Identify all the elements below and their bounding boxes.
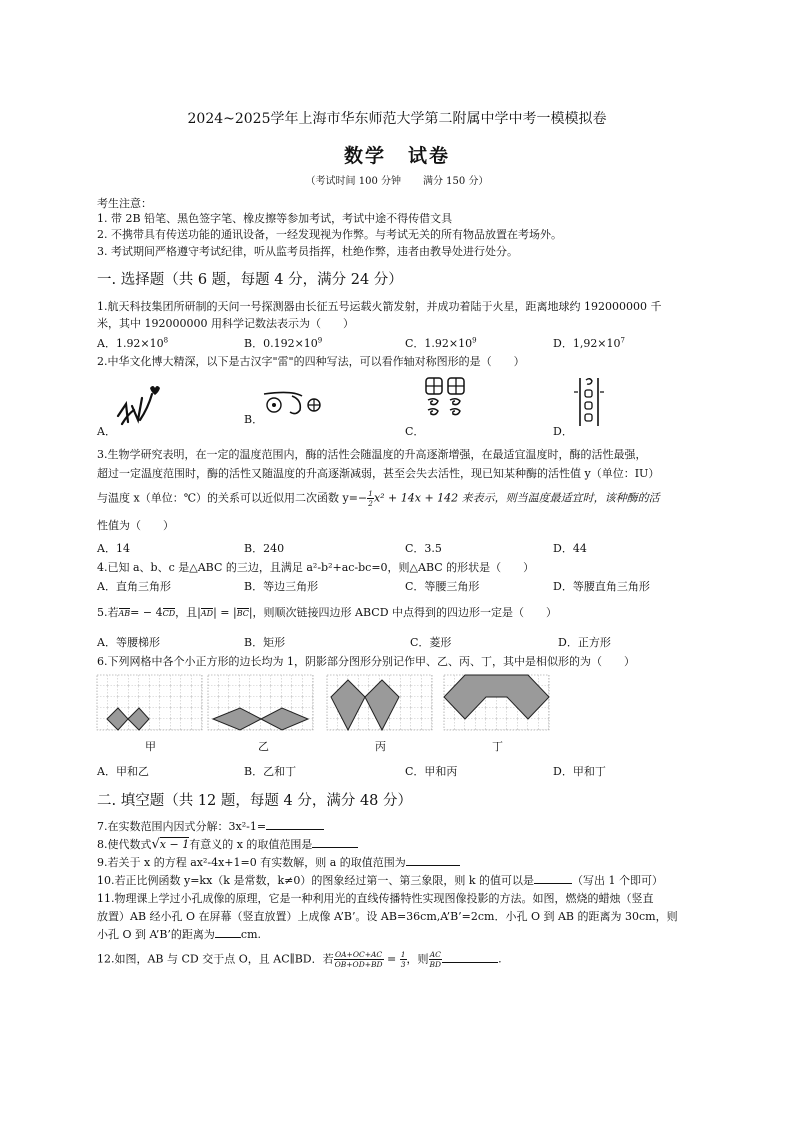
q1-option-d: D．$1,92\times 10^7$ [553, 336, 625, 350]
notice-item-1: 1. 带 2B 铅笔、黑色签字笔、橡皮擦等参加考试，考试中途不得传借文具 [97, 212, 453, 225]
ancient-glyph-a-icon [112, 380, 162, 432]
q6-text: 6.下列网格中各个小正方形的边长均为 1，阴影部分图形分别记作甲、乙、丙、丁，其中是相似形的为（ ） [97, 655, 635, 668]
paper-name: 试卷 [408, 145, 451, 167]
q12-answer-blank[interactable] [442, 952, 498, 963]
q5-option-a: A．等腰梯形 [97, 636, 160, 649]
q10-text: 10.若正比例函数 y=kx（k 是常数，k≠0）的图象经过第一、第三象限，则 k 的值可以是 （写出 1 个即可） [97, 874, 663, 887]
subject-title [0, 141, 794, 168]
q2-text: 2.中华文化博大精深，以下是古汉字"雷"的四种写法，可以看作轴对称图形的是（ ） [97, 355, 525, 368]
exam-duration: （考试时间 100 分钟 [305, 176, 401, 187]
notice-heading: 考生注意： [97, 197, 152, 210]
q3-option-b: B．240 [244, 542, 285, 555]
q1-option-b: B．$0.192\times 10^9$ [244, 336, 323, 350]
figure-label-yi: 乙 [258, 740, 269, 753]
q11-answer-blank[interactable] [215, 927, 241, 938]
q5-text: 5.若AB= − 4CD，且|AD| = |BC|，则顺次链接四边形 ABCD 中点得到的四边形一定是（ ） [97, 606, 558, 619]
figure-label-jia: 甲 [145, 740, 156, 753]
exam-title: 2024~2025学年上海市华东师范大学第二附属中学中考一模模拟卷 [187, 111, 607, 127]
q1-line-2: 米，其中 192000000 用科学记数法表示为（ ） [97, 317, 354, 330]
ancient-glyph-c-icon [424, 376, 468, 428]
q4-option-c: C．等腰三角形 [405, 580, 480, 593]
q3-option-d: D．44 [553, 542, 587, 555]
q2-option-d: D． [553, 425, 573, 438]
q12-text: 12.如图，AB 与 CD 交于点 O，且 AC∥BD．若 $\frac{OA+OC+AC}{OB+OD+BD}$ = $\frac{1}{3}$ ，则 $\frac{AC}{BD}$ . [97, 950, 502, 969]
grid-figure-yi [208, 675, 314, 731]
q5-option-d: D．正方形 [558, 636, 611, 649]
q8-answer-blank[interactable] [312, 837, 358, 848]
figure-label-bing: 丙 [375, 740, 386, 753]
grid-figure-bing [327, 675, 433, 731]
q3-line-1: 3.生物学研究表明，在一定的温度范围内，酶的活性会随温度的升高逐渐增强，在最适宜温度时，酶的活性最强， [97, 448, 647, 461]
notice-item-3: 3. 考试期间严格遵守考试纪律，听从监考员指挥，杜绝作弊，违者由教导处进行处分。 [97, 245, 518, 258]
section-2-heading: 二. 填空题（共 12 题，每题 4 分，满分 48 分） [97, 793, 412, 809]
q4-option-a: A．直角三角形 [97, 580, 171, 593]
q1-option-c: C．$1.92\times 10^9$ [405, 336, 477, 350]
q3-line-4: 性值为（ ） [97, 519, 174, 532]
q1-option-a: A．$1.92\times 10^8$ [97, 336, 169, 350]
q3-line-2: 超过一定温度范围时，酶的活性又随温度的升高逐渐减弱，甚至会失去活性，现已知某种酶的活性值 y（单位：IU） [97, 467, 660, 480]
q11-line-2: 放置）AB 经小孔 O 在屏幕（竖直放置）上成像 A’B’。设 AB=36cm,A’B’=2cm．小孔 O 到 AB 的距离为 30cm，则 [97, 910, 678, 923]
q11-line-3: 小孔 O 到 A’B’的距离为 cm. [97, 928, 262, 941]
notice-item-2: 2. 不携带具有传送功能的通讯设备，一经发现视为作弊。与考试无关的所有物品放置在考场外。 [97, 228, 562, 241]
q4-option-d: D．等腰直角三角形 [553, 580, 650, 593]
q10-answer-blank[interactable] [534, 873, 572, 884]
q3-line-3: 与温度 x（单位：℃）的关系可以近似用二次函数 y=− $\frac{1}{2}$ x² + 14x + 142 来表示，则当温度最适宜时，该种酶的活 [97, 489, 660, 508]
q7-answer-blank[interactable] [266, 819, 324, 830]
q6-option-a: A．甲和乙 [97, 765, 149, 778]
ancient-glyph-d-icon [572, 374, 606, 430]
q8-text: 8.使代数式√x − 1有意义的 x 的取值范围是 [97, 836, 358, 852]
exam-full-score: 满分 150 分） [423, 176, 489, 187]
grid-figure-jia [97, 675, 203, 731]
q4-text: 4.已知 a、b、c 是△ABC 的三边，且满足 a²-b²+ac-bc=0，则△ABC 的形状是（ ） [97, 561, 535, 574]
q1-line-1: 1.航天科技集团所研制的天问一号探测器由长征五号运载火箭发射，并成功着陆于火星，距离地球约 192000000 千 [97, 300, 662, 313]
q6-option-c: C．甲和丙 [405, 765, 458, 778]
q11-line-1: 11.物理课上学过小孔成像的原理，它是一种利用光的直线传播特性实现图像投影的方法。如图，燃烧的蜡烛（竖直 [97, 892, 654, 905]
ancient-glyph-b-icon [262, 390, 326, 420]
q2-option-c: C． [405, 425, 425, 438]
q9-text: 9.若关于 x 的方程 ax²-4x+1=0 有实数解，则 a 的取值范围为 [97, 854, 460, 870]
q2-option-a: A． [97, 425, 116, 438]
figure-label-ding: 丁 [492, 740, 503, 753]
q9-answer-blank[interactable] [406, 855, 460, 866]
q4-option-b: B．等边三角形 [244, 580, 319, 593]
q5-option-c: C．菱形 [410, 636, 452, 649]
q7-text: 7.在实数范围内因式分解：3x²-1= [97, 818, 324, 834]
q3-option-a: A．14 [97, 542, 130, 555]
exam-info [0, 172, 794, 187]
grid-figure-ding [444, 675, 550, 731]
section-1-heading: 一. 选择题（共 6 题，每题 4 分，满分 24 分） [97, 272, 403, 288]
q3-option-c: C．3.5 [405, 542, 442, 555]
q6-option-b: B．乙和丁 [244, 765, 297, 778]
q2-option-b: B． [244, 413, 264, 426]
subject-name: 数学 [343, 145, 386, 167]
q5-option-b: B．矩形 [244, 636, 286, 649]
q6-option-d: D．甲和丁 [553, 765, 606, 778]
